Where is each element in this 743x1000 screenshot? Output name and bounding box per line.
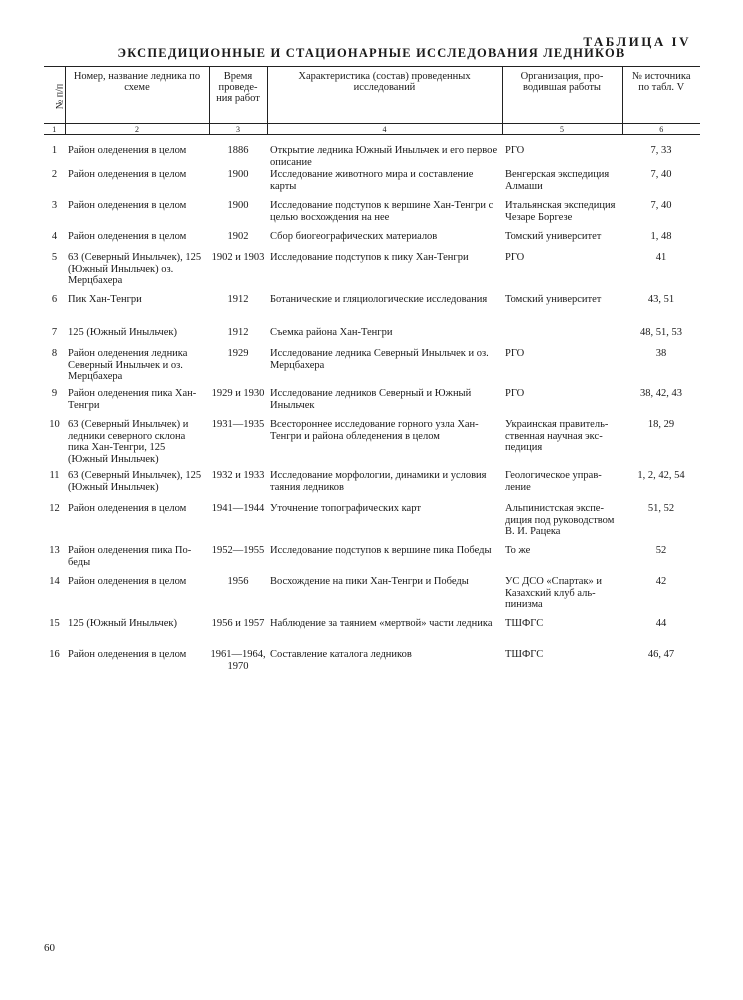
research-description: Восхождение на пики Хан-Тенгри и Победы <box>270 576 469 587</box>
research-description: Наблюдение за таянием «мертвой» части ледника <box>270 618 493 629</box>
organization: Альпинистская экспедиция под руководством В. И. Рацека <box>505 503 615 537</box>
work-period: 1956 <box>227 576 249 587</box>
work-period: 1929 <box>227 348 249 359</box>
col-header-research: Характеристика (состав) проведенных исследований <box>267 67 502 124</box>
research-description: Всестороннее исследование горного узла Хан-Тенгри и района обледенения в целом <box>270 419 479 442</box>
work-period: 1961—1964, 1970 <box>210 649 266 672</box>
glacier-name: 63 (Северный Иныльчек) и ледники северного склона пика Хан-Тенгри, 125 (Южный Иныльчек) <box>68 419 189 465</box>
row-number: 1 <box>51 145 58 156</box>
source-number: 18, 29 <box>647 419 675 430</box>
organization: РГО <box>505 252 525 263</box>
research-description: Исследование животного мира и составление карты <box>270 169 474 192</box>
work-period: 1912 <box>227 327 249 338</box>
source-number: 42 <box>655 576 667 587</box>
row-number: 5 <box>51 252 58 263</box>
source-number: 7, 40 <box>650 169 672 180</box>
source-number: 41 <box>655 252 667 263</box>
col-header-glacier: Номер, название ледника по схеме <box>65 67 209 124</box>
glacier-name: 125 (Южный Иныльчек) <box>68 327 177 338</box>
table-row <box>44 294 700 327</box>
research-description: Съемка района Хан-Тенгри <box>270 327 393 338</box>
row-number: 14 <box>49 576 60 587</box>
col-header-time: Время проведения работ <box>209 67 267 124</box>
table-row <box>44 231 700 252</box>
table-row <box>44 470 700 503</box>
table-row <box>44 252 700 294</box>
work-period: 1952—1955 <box>211 545 265 556</box>
table-row <box>44 419 700 470</box>
col-header-source: № источника по табл. V <box>622 67 700 124</box>
research-description: Исследование ледников Северный и Южный Иныльчек <box>270 388 472 411</box>
table-row <box>44 348 700 388</box>
organization: Томский университет <box>505 231 602 242</box>
table-row <box>44 576 700 618</box>
research-description: Исследование подступов к вершине пика Победы <box>270 545 492 556</box>
row-number: 7 <box>51 327 58 338</box>
research-description: Уточнение топографических карт <box>270 503 421 514</box>
row-number: 16 <box>49 649 60 660</box>
organization: ТШФГС <box>505 649 544 660</box>
row-number: 9 <box>51 388 58 399</box>
research-description: Ботанические и гляциологические исследования <box>270 294 488 305</box>
organization: УС ДСО «Спартак» и Казахский клуб альпинизма <box>505 576 603 610</box>
table-row <box>44 388 700 419</box>
table-row <box>44 200 700 231</box>
source-number: 7, 40 <box>650 200 672 211</box>
table-row <box>44 169 700 200</box>
table-row <box>44 649 700 689</box>
work-period: 1900 <box>227 200 249 211</box>
glacier-name: 63 (Северный Иныльчек), 125 (Южный Иныльчек) <box>68 470 202 493</box>
glacier-name: 63 (Северный Иныльчек), 125 (Южный Иныльчек) оз. Мерцбахера <box>68 252 202 286</box>
organization: Геологическое управление <box>505 470 602 493</box>
col-number: 3 <box>209 124 267 135</box>
glacier-name: 125 (Южный Иныльчек) <box>68 618 177 629</box>
glacier-name: Район оледенения в целом <box>68 200 187 211</box>
expeditions-table <box>44 66 700 689</box>
row-number: 2 <box>51 169 58 180</box>
row-number: 13 <box>49 545 60 556</box>
work-period: 1932 и 1933 <box>211 470 265 481</box>
organization: То же <box>505 545 531 556</box>
research-description: Исследование морфологии, динамики и условия таяния ледников <box>270 470 487 493</box>
col-number: 6 <box>622 124 700 135</box>
glacier-name: Район оледенения пика Хан-Тенгри <box>68 388 197 411</box>
source-number: 1, 48 <box>650 231 672 242</box>
row-number: 4 <box>51 231 58 242</box>
organization: Венгерская экспедиция Алмаши <box>505 169 610 192</box>
research-description: Открытие ледника Южный Иныльчек и его первое описание <box>270 145 498 168</box>
research-description: Исследование подступов к пику Хан-Тенгри <box>270 252 469 263</box>
research-description: Составление каталога ледников <box>270 649 412 660</box>
page-number: 60 <box>44 942 55 954</box>
row-number: 12 <box>49 503 60 514</box>
source-number: 44 <box>655 618 667 629</box>
work-period: 1886 <box>227 145 249 156</box>
glacier-name: Район оледенения в целом <box>68 649 187 660</box>
organization: ТШФГС <box>505 618 544 629</box>
organization: РГО <box>505 388 525 399</box>
work-period: 1931—1935 <box>211 419 265 430</box>
glacier-name: Район оледенения пика Победы <box>68 545 192 568</box>
glacier-name: Район оледенения в целом <box>68 169 187 180</box>
organization: РГО <box>505 348 525 359</box>
source-number: 43, 51 <box>647 294 675 305</box>
table-row <box>44 545 700 576</box>
table-row <box>44 503 700 545</box>
row-number: 15 <box>49 618 60 629</box>
research-description: Исследование подступов к вершине Хан-Тенгри с целью восхождения на нее <box>270 200 494 223</box>
column-number-row <box>44 124 700 135</box>
source-number: 38, 42, 43 <box>640 388 682 399</box>
col-number: 4 <box>267 124 502 135</box>
col-number: 2 <box>65 124 209 135</box>
source-number: 48, 51, 53 <box>640 327 682 338</box>
organization <box>502 327 622 348</box>
table-label: ТАБЛИЦА IV <box>583 34 691 49</box>
row-number: 8 <box>51 348 58 359</box>
page-title: ЭКСПЕДИЦИОННЫЕ И СТАЦИОНАРНЫЕ ИССЛЕДОВАНИЯ ЛЕДНИКОВ <box>117 46 626 60</box>
organization: Украинская правительственная научная экспедиция <box>505 419 609 453</box>
table-row <box>44 135 700 170</box>
source-number: 46, 47 <box>647 649 675 660</box>
source-number: 38 <box>655 348 667 359</box>
work-period: 1912 <box>227 294 249 305</box>
research-description: Исследование ледника Северный Иныльчек и оз. Мерцбахера <box>270 348 489 371</box>
col-header-num: № п/п <box>44 67 65 124</box>
row-number: 10 <box>49 419 60 430</box>
glacier-name: Район оледенения ледника Северный Иныльчек и оз. Мерцбахера <box>68 348 188 382</box>
col-number: 1 <box>44 124 65 135</box>
col-number: 5 <box>502 124 622 135</box>
glacier-name: Пик Хан-Тенгри <box>68 294 142 305</box>
glacier-name: Район оледенения в целом <box>68 145 187 156</box>
research-description: Сбор биогеографических материалов <box>270 231 438 242</box>
table-row <box>44 327 700 348</box>
source-number: 1, 2, 42, 54 <box>637 470 685 481</box>
source-number: 7, 33 <box>650 145 672 156</box>
row-number: 3 <box>51 200 58 211</box>
glacier-name: Район оледенения в целом <box>68 503 187 514</box>
work-period: 1902 и 1903 <box>211 252 265 263</box>
work-period: 1929 и 1930 <box>211 388 265 399</box>
glacier-name: Район оледенения в целом <box>68 576 187 587</box>
table-row <box>44 618 700 649</box>
col-header-org: Организация, проводившая работы <box>502 67 622 124</box>
work-period: 1956 и 1957 <box>211 618 265 629</box>
row-number: 11 <box>49 470 60 481</box>
work-period: 1900 <box>227 169 249 180</box>
work-period: 1902 <box>227 231 249 242</box>
organization: РГО <box>505 145 525 156</box>
glacier-name: Район оледенения в целом <box>68 231 187 242</box>
source-number: 51, 52 <box>647 503 675 514</box>
organization: Томский университет <box>505 294 602 305</box>
work-period: 1941—1944 <box>211 503 265 514</box>
source-number: 52 <box>655 545 667 556</box>
row-number: 6 <box>51 294 58 305</box>
table-header-row <box>44 67 700 124</box>
organization: Итальянская экспедиция Чезаре Боргезе <box>505 200 616 223</box>
